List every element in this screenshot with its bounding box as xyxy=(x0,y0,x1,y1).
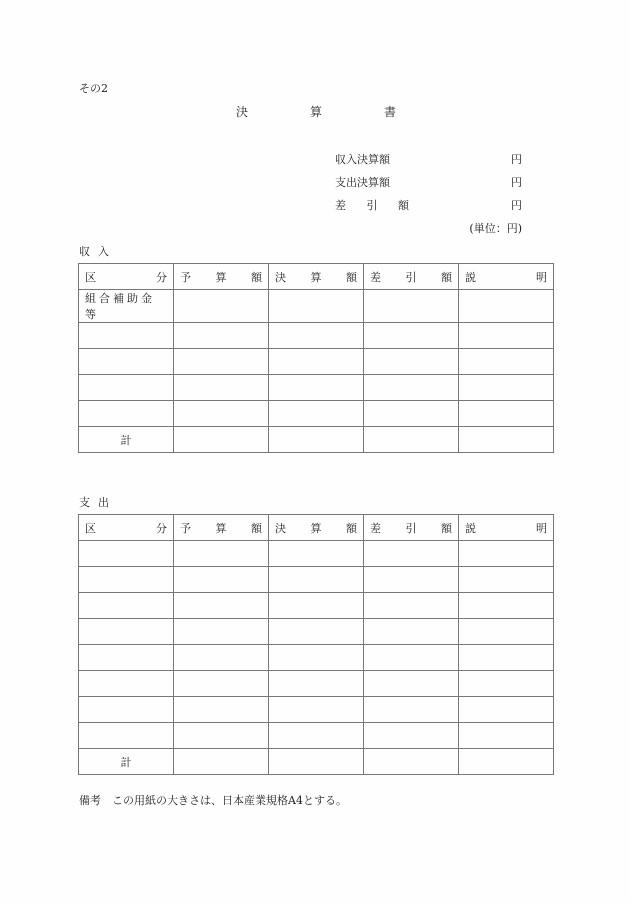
summary-row-income xyxy=(335,151,522,167)
summary-label-income: 収入決算額 xyxy=(335,153,390,166)
cell-category[interactable] xyxy=(79,375,174,401)
cell-budget[interactable] xyxy=(174,619,269,645)
form-number-label: その2 xyxy=(79,82,108,95)
cell-category[interactable]: 組合補助金等 xyxy=(79,290,174,323)
cell-settlement[interactable] xyxy=(269,593,364,619)
cell-explanation[interactable] xyxy=(459,619,554,645)
header-difference: 差 引 額 xyxy=(364,515,459,541)
title-char: 決 xyxy=(236,105,249,119)
remarks-note: 備考 この用紙の大きさは、日本産業規格A4とする。 xyxy=(79,794,347,807)
cell-budget[interactable] xyxy=(174,671,269,697)
cell-category[interactable] xyxy=(79,541,174,567)
cell-category[interactable] xyxy=(79,567,174,593)
cell-settlement[interactable] xyxy=(269,723,364,749)
cell-category[interactable] xyxy=(79,697,174,723)
table-row xyxy=(79,723,554,749)
table-row xyxy=(79,671,554,697)
total-explanation[interactable] xyxy=(459,427,554,453)
cell-settlement[interactable] xyxy=(269,619,364,645)
total-label: 計 xyxy=(79,749,174,775)
cell-explanation[interactable] xyxy=(459,375,554,401)
header-difference: 差 引 額 xyxy=(364,264,459,290)
cell-difference[interactable] xyxy=(364,645,459,671)
cell-budget[interactable] xyxy=(174,697,269,723)
title-char: 算 xyxy=(309,105,322,119)
header-settlement: 決 算 額 xyxy=(269,264,364,290)
cell-budget[interactable] xyxy=(174,375,269,401)
cell-difference[interactable] xyxy=(364,619,459,645)
cell-budget[interactable] xyxy=(174,349,269,375)
header-budget: 予 算 額 xyxy=(174,264,269,290)
cell-explanation[interactable] xyxy=(459,723,554,749)
cell-category[interactable] xyxy=(79,671,174,697)
table-row xyxy=(79,593,554,619)
cell-category[interactable] xyxy=(79,593,174,619)
cell-difference[interactable] xyxy=(364,541,459,567)
cell-explanation[interactable] xyxy=(459,567,554,593)
header-budget: 予 算 額 xyxy=(174,515,269,541)
cell-settlement[interactable] xyxy=(269,645,364,671)
cell-explanation[interactable] xyxy=(459,349,554,375)
table-row xyxy=(79,375,554,401)
summary-unit: 円 xyxy=(511,153,522,166)
table-row xyxy=(79,541,554,567)
cell-explanation[interactable] xyxy=(459,671,554,697)
cell-difference[interactable] xyxy=(364,323,459,349)
cell-budget[interactable] xyxy=(174,723,269,749)
cell-settlement[interactable] xyxy=(269,401,364,427)
cell-settlement[interactable] xyxy=(269,541,364,567)
table-row xyxy=(79,619,554,645)
total-budget[interactable] xyxy=(174,427,269,453)
cell-explanation[interactable] xyxy=(459,593,554,619)
table-row xyxy=(79,290,554,323)
title-char: 書 xyxy=(383,105,396,119)
cell-budget[interactable] xyxy=(174,401,269,427)
cell-explanation[interactable] xyxy=(459,323,554,349)
summary-row-difference xyxy=(335,197,522,213)
total-row xyxy=(79,427,554,453)
cell-budget[interactable] xyxy=(174,593,269,619)
table-row xyxy=(79,645,554,671)
table-row xyxy=(79,349,554,375)
cell-settlement[interactable] xyxy=(269,290,364,323)
cell-explanation[interactable] xyxy=(459,401,554,427)
summary-label-difference xyxy=(335,197,409,213)
total-budget[interactable] xyxy=(174,749,269,775)
header-explanation: 説 明 xyxy=(459,264,554,290)
summary-unit: 円 xyxy=(511,176,522,189)
label-char: 差 xyxy=(335,199,346,212)
cell-budget[interactable] xyxy=(174,290,269,323)
unit-note: (単位：円) xyxy=(469,222,522,235)
cell-difference[interactable] xyxy=(364,697,459,723)
table-header-row xyxy=(79,264,554,290)
cell-settlement[interactable] xyxy=(269,671,364,697)
cell-difference[interactable] xyxy=(364,671,459,697)
cell-difference[interactable] xyxy=(364,349,459,375)
cell-explanation[interactable] xyxy=(459,645,554,671)
total-row xyxy=(79,749,554,775)
cell-difference[interactable] xyxy=(364,723,459,749)
cell-category[interactable] xyxy=(79,401,174,427)
cell-budget[interactable] xyxy=(174,567,269,593)
cell-difference[interactable] xyxy=(364,567,459,593)
expense-section-label: 支出 xyxy=(79,496,117,509)
cell-settlement[interactable] xyxy=(269,323,364,349)
label-char: 額 xyxy=(398,199,409,212)
summary-row-expense xyxy=(335,174,522,190)
table-row xyxy=(79,323,554,349)
cell-budget[interactable] xyxy=(174,645,269,671)
cell-explanation[interactable] xyxy=(459,290,554,323)
summary-label-expense: 支出決算額 xyxy=(335,176,390,189)
table-row xyxy=(79,401,554,427)
cell-difference[interactable] xyxy=(364,401,459,427)
cell-difference[interactable] xyxy=(364,290,459,323)
document-title xyxy=(236,103,396,120)
total-explanation[interactable] xyxy=(459,749,554,775)
cell-explanation[interactable] xyxy=(459,697,554,723)
table-header-row xyxy=(79,515,554,541)
total-difference[interactable] xyxy=(364,427,459,453)
income-section-label: 収入 xyxy=(79,245,117,258)
expense-table xyxy=(78,514,554,775)
header-settlement: 決 算 額 xyxy=(269,515,364,541)
cell-difference[interactable] xyxy=(364,375,459,401)
cell-budget[interactable] xyxy=(174,541,269,567)
cell-settlement[interactable] xyxy=(269,349,364,375)
cell-category[interactable] xyxy=(79,723,174,749)
header-category: 区 分 xyxy=(79,515,174,541)
cell-settlement[interactable] xyxy=(269,375,364,401)
cell-category[interactable] xyxy=(79,645,174,671)
cell-settlement[interactable] xyxy=(269,697,364,723)
cell-difference[interactable] xyxy=(364,593,459,619)
label-char: 引 xyxy=(366,199,378,212)
cell-budget[interactable] xyxy=(174,323,269,349)
cell-explanation[interactable] xyxy=(459,541,554,567)
table-row xyxy=(79,567,554,593)
cell-category[interactable] xyxy=(79,349,174,375)
table-row xyxy=(79,697,554,723)
summary-unit: 円 xyxy=(511,199,522,212)
total-settlement[interactable] xyxy=(269,749,364,775)
header-category: 区 分 xyxy=(79,264,174,290)
income-table xyxy=(78,263,554,453)
cell-category[interactable] xyxy=(79,323,174,349)
header-explanation: 説 明 xyxy=(459,515,554,541)
total-difference[interactable] xyxy=(364,749,459,775)
total-label: 計 xyxy=(79,427,174,453)
total-settlement[interactable] xyxy=(269,427,364,453)
cell-settlement[interactable] xyxy=(269,567,364,593)
cell-category[interactable] xyxy=(79,619,174,645)
